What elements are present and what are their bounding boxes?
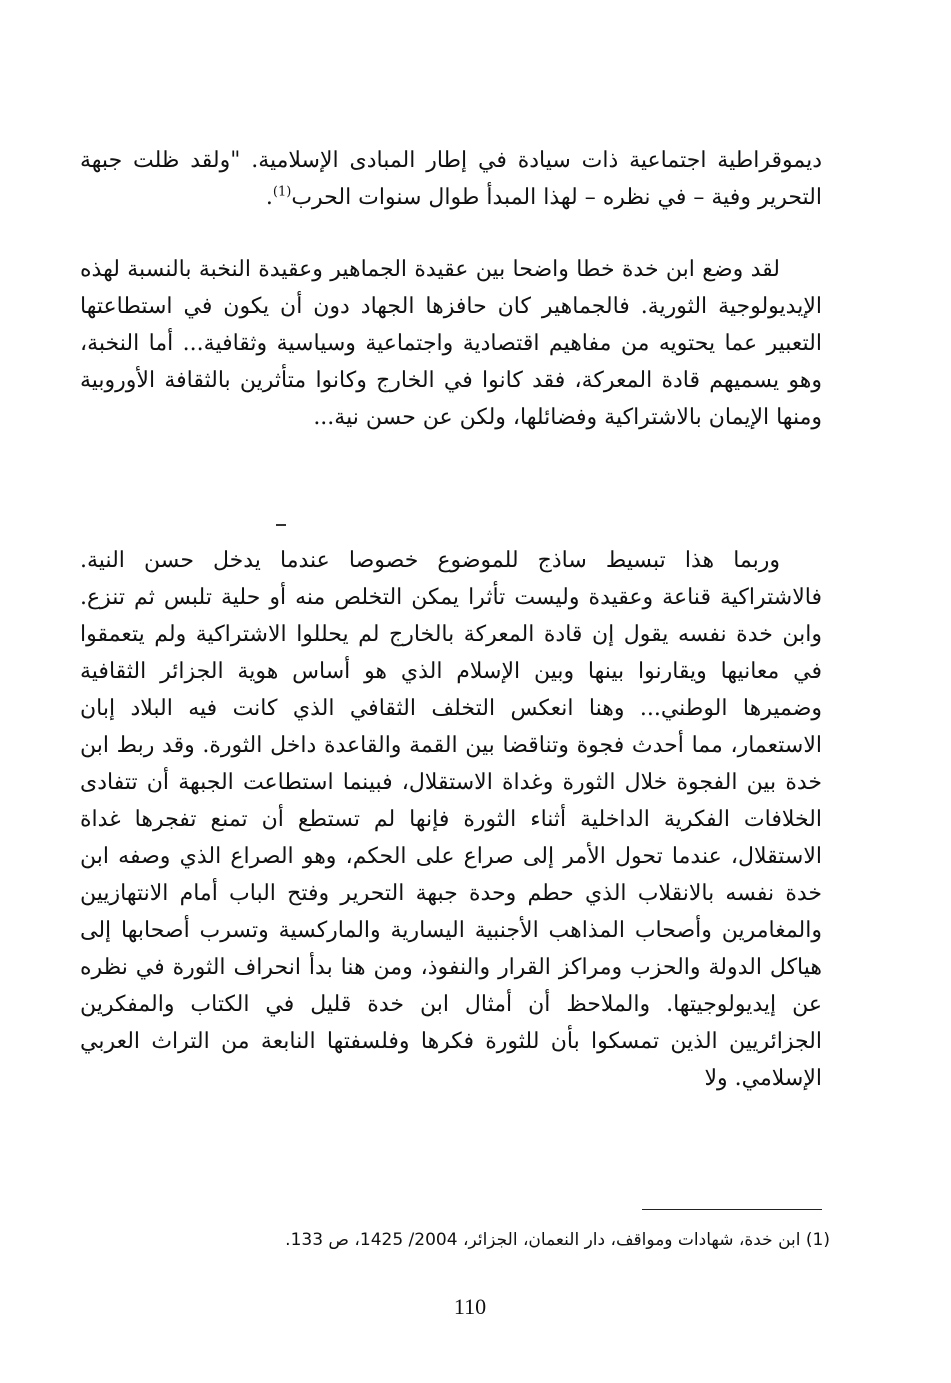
footnote-marker: (1) <box>272 184 292 200</box>
footnote: (1) ابن خدة، شهادات ومواقف، دار النعمان، الجزائر، 2004/ 1425، ص 133. <box>285 1230 830 1250</box>
paragraph-2 <box>80 251 822 436</box>
paragraph-3-text: وربما هذا تبسيط ساذج للموضوع خصوصا عندما يدخل حسن النية. فالاشتراكية قناعة وعقيدة وليست تأثرا يمكن التخلص منه أو حلية تلبس ثم تنزع. وابن خدة نفسه يقول إن قادة المعركة بالخارج لم يحللوا الاشتراكية ولم يتعمقوا في معانيها ويقارنوا بينها وبين الإسلام الذي هو أساس هوية الجزائر الثقافية وضميرها الوطني... وهنا انعكس التخلف الثقافي الذي كانت فيه البلاد إبان الاستعمار، مما أحدث فجوة وتناقضا بين القمة والقاعدة داخل الثورة. وقد ربط ابن خدة بين الفجوة خلال الثورة وغداة الاستقلال، فبينما استطاعت الجبهة أن تتفادى الخلافات الفكرية الداخلية أثناء الثورة فإنها لم تستطع أن تمنع تفجرها غداة الاستقلال، عندما تحول الأمر إلى صراع على الحكم، وهو الصراع الذي وصفه ابن خدة نفسه بالانقلاب الذي حطم وحدة جبهة التحرير وفتح الباب أمام الانتهازيين والمغامرين وأصحاب المذاهب الأجنبية اليسارية والماركسية وتسرب أصحابها إلى هياكل الدولة والحزب ومراكز القرار والنفوذ، ومن هنا بدأ انحراف الثورة في نظره عن إيديولوجيتها. والملاحظ أن أمثال ابن خدة قليل في الكتاب والمفكرين الجزائريين الذين تمسكوا بأن للثورة فكرها وفلسفتها النابعة من التراث العربي الإسلامي. ولا <box>80 548 822 1091</box>
paragraph-1-text: ديموقراطية اجتماعية ذات سيادة في إطار المبادى الإسلامية. "ولقد ظلت جبهة التحرير وفية – في نظره – لهذا المبدأ طوال سنوات الحرب <box>80 148 822 210</box>
paragraph-1 <box>80 142 822 216</box>
page-number: 110 <box>453 1294 487 1319</box>
stray-mark <box>276 524 286 526</box>
footnote-divider <box>642 1209 822 1210</box>
paragraph-2-text: لقد وضع ابن خدة خطا واضحا بين عقيدة الجماهير وعقيدة النخبة بالنسبة لهذه الإيديولوجية الثورية. فالجماهير كان حافزها الجهاد دون أن يكون في استطاعتها التعبير عما يحتويه من مفاهيم اقتصادية واجتماعية وسياسية وثقافية... أما النخبة، وهو يسميهم قادة المعركة، فقد كانوا في الخارج وكانوا متأثرين بالثقافة الأوروبية ومنها الإيمان بالاشتراكية وفضائلها، ولكن عن حسن نية... <box>80 257 822 430</box>
paragraph-3 <box>80 542 822 1097</box>
paragraph-1-end: . <box>265 185 273 210</box>
paragraph-1-body <box>80 142 822 216</box>
